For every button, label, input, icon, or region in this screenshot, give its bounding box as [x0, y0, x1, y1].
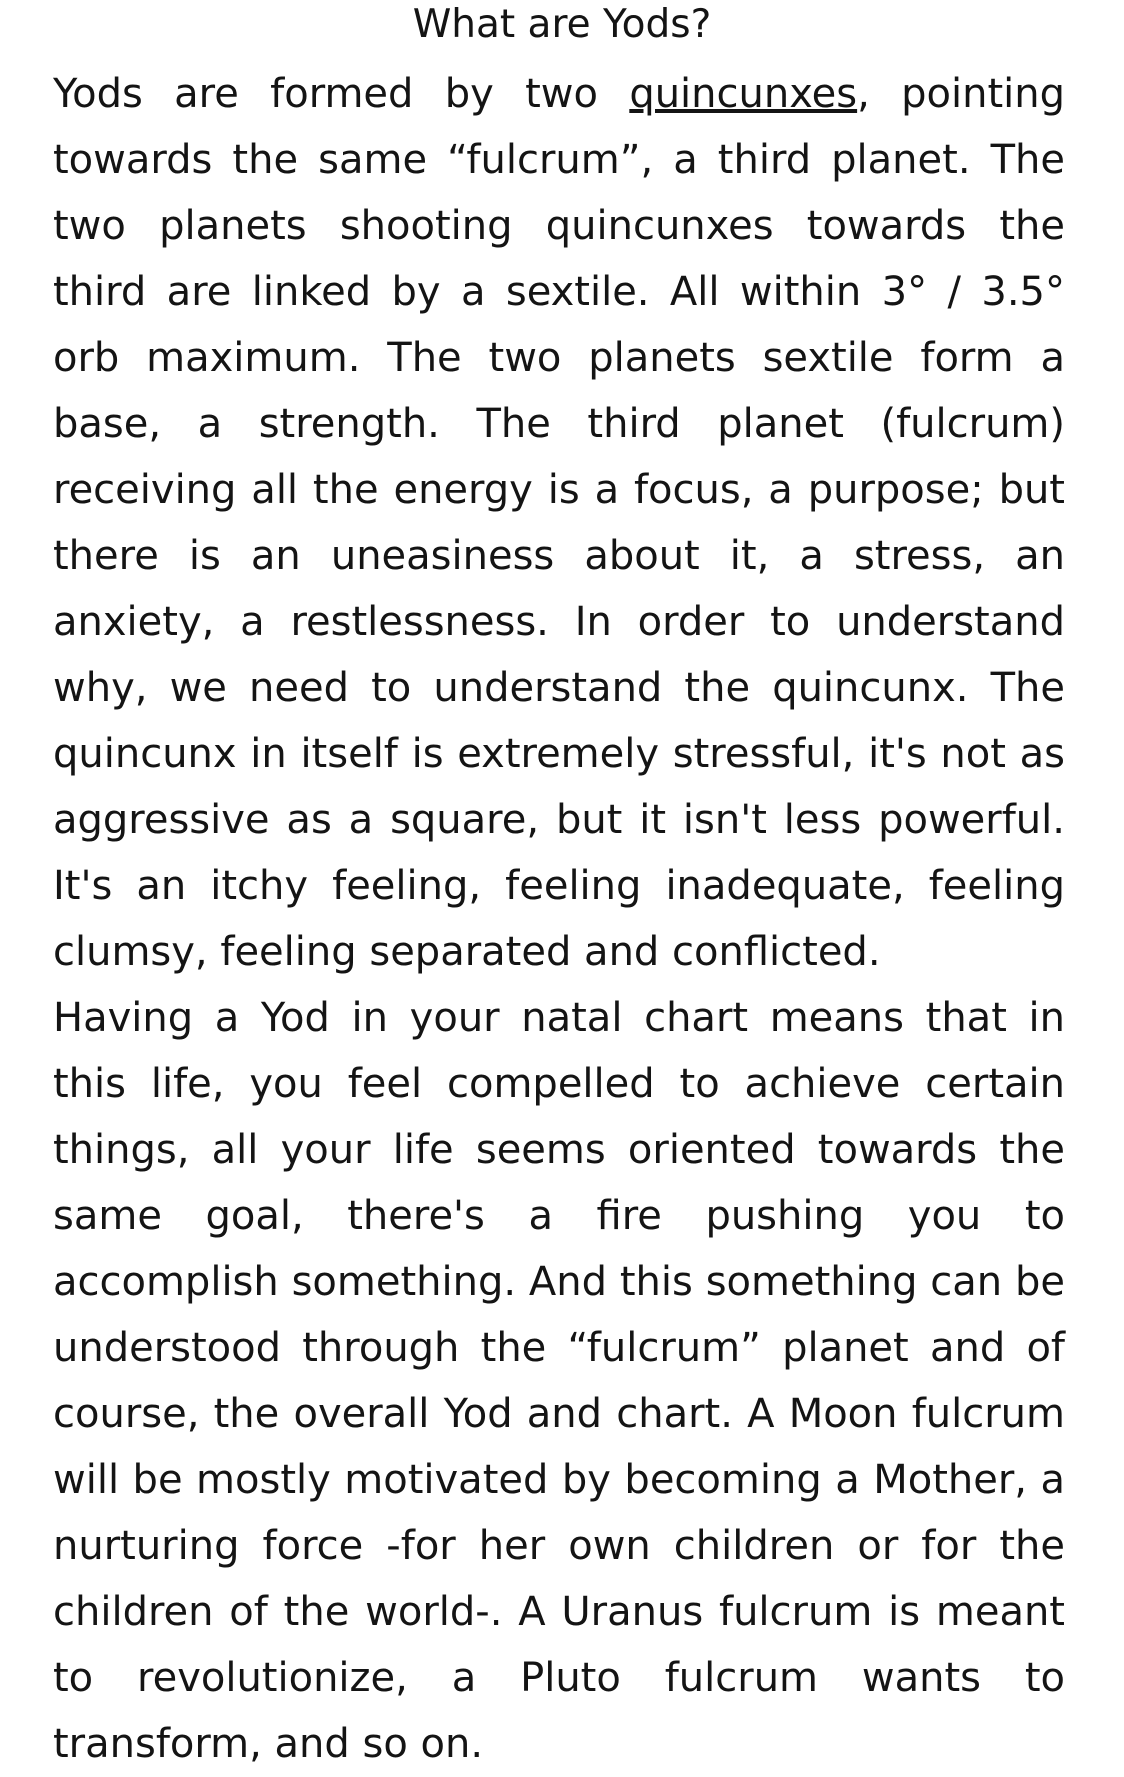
quincunxes-link[interactable]: quincunxes [629, 71, 858, 117]
paragraph-yod-natal-chart: Having a Yod in your natal chart means that in this life, you feel compelled to achieve certain things, all your life seems oriented towards the same goal, there's a fire pushing you to accomplish something. And this something can be understood through the “fulcrum” planet and of course, the overall Yod and chart. A Moon fulcrum will be mostly motivated by becoming a Mother, a nurturing force -for her own children or for the children of the world-. A Uranus fulcrum is meant to revolutionize, a Pluto fulcrum wants to transform, and so on. [53, 995, 1065, 1767]
article-title: What are Yods? [412, 2, 712, 47]
paragraph-1-body: , pointing towards the same “fulcrum”, a third planet. The two planets shooting quincunxes towards the third are linked by a sextile. All within 3° / 3.5° orb maximum. The two planets sextile form a base, a strength. The third planet (fulcrum) receiving all the energy is a focus, a purpose; but there is an uneasiness about it, a stress, an anxiety, a restlessness. In order to understand why, we need to understand the quincunx. The quincunx in itself is extremely stressful, it's not as aggressive as a square, but it isn't less powerful. It's an itchy feeling, feeling inadequate, feeling clumsy, feeling separated and conflicted. [53, 71, 1066, 975]
paragraph-1-intro: Yods are formed by two [53, 71, 630, 117]
article-body [53, 61, 1065, 1777]
paragraph-yods-definition [53, 61, 1065, 985]
